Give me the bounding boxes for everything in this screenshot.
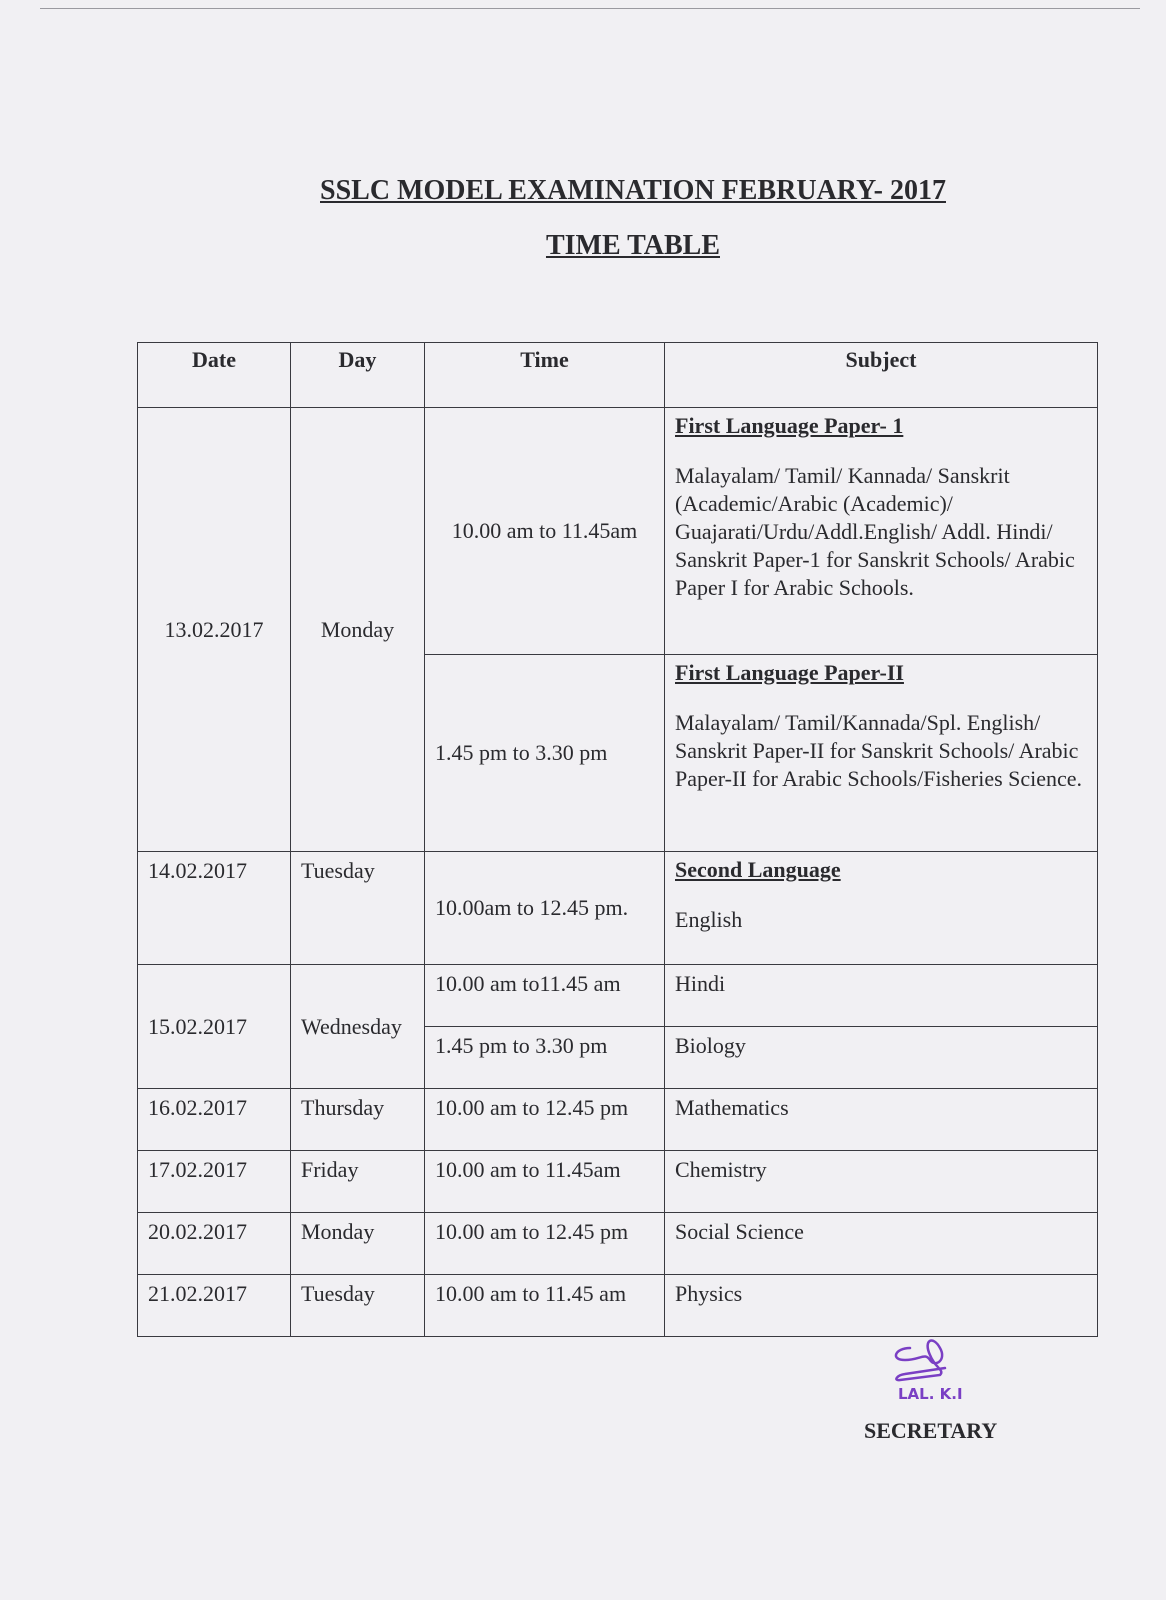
time-cell: 10.00am to 12.45 pm.	[425, 852, 665, 965]
time-cell: 10.00 am to 11.45 am	[425, 1275, 665, 1337]
subject-cell	[665, 852, 1098, 965]
subject-cell	[665, 408, 1098, 655]
subject-cell	[665, 655, 1098, 852]
day-cell: Thursday	[291, 1089, 425, 1151]
column-header-date: Date	[138, 343, 291, 408]
table-row	[138, 1151, 1098, 1213]
subject-cell: Social Science	[665, 1213, 1098, 1275]
subject-cell: Hindi	[665, 965, 1098, 1027]
date-cell: 14.02.2017	[138, 852, 291, 965]
date-cell: 20.02.2017	[138, 1213, 291, 1275]
subject-heading: First Language Paper- 1	[675, 413, 904, 438]
scan-edge-line	[40, 8, 1140, 9]
table-header-row	[138, 343, 1098, 408]
day-cell: Monday	[291, 408, 425, 852]
date-cell: 16.02.2017	[138, 1089, 291, 1151]
column-header-day: Day	[291, 343, 425, 408]
document-subtitle: TIME TABLE	[545, 230, 720, 261]
date-cell: 13.02.2017	[138, 408, 291, 852]
table-row	[138, 1213, 1098, 1275]
subject-text: Malayalam/ Tamil/ Kannada/ Sanskrit (Academic/Arabic (Academic)/ Guajarati/Urdu/Addl.English/ Addl. Hindi/ Sanskrit Paper-1 for Sanskrit Schools/ Arabic Paper I for Arabic Schools.	[675, 463, 1075, 600]
time-cell: 10.00 am to 11.45am	[425, 408, 665, 655]
subject-cell: Chemistry	[665, 1151, 1098, 1213]
subject-cell: Mathematics	[665, 1089, 1098, 1151]
timetable	[137, 342, 1098, 1337]
date-cell: 17.02.2017	[138, 1151, 291, 1213]
signature-name: LAL. K.I	[898, 1385, 963, 1403]
time-cell: 10.00 am to 12.45 pm	[425, 1089, 665, 1151]
signatory-designation: SECRETARY	[864, 1418, 998, 1443]
time-cell: 10.00 am to 11.45am	[425, 1151, 665, 1213]
table-row	[138, 1089, 1098, 1151]
subject-text: English	[675, 907, 743, 932]
document-title: SSLC MODEL EXAMINATION FEBRUARY- 2017	[320, 175, 946, 206]
table-row	[138, 965, 1098, 1027]
day-cell: Wednesday	[291, 965, 425, 1089]
table-row	[138, 852, 1098, 965]
table-row	[138, 408, 1098, 655]
time-cell: 10.00 am to 12.45 pm	[425, 1213, 665, 1275]
time-cell: 1.45 pm to 3.30 pm	[425, 1027, 665, 1089]
date-cell: 21.02.2017	[138, 1275, 291, 1337]
subject-cell: Biology	[665, 1027, 1098, 1089]
subject-heading: First Language Paper-II	[675, 660, 904, 685]
day-cell: Tuesday	[291, 852, 425, 965]
time-cell: 1.45 pm to 3.30 pm	[425, 655, 665, 852]
day-cell: Tuesday	[291, 1275, 425, 1337]
subject-text: Malayalam/ Tamil/Kannada/Spl. English/ Sanskrit Paper-II for Sanskrit Schools/ Arabic Paper-II for Arabic Schools/Fisheries Science.	[675, 710, 1083, 791]
signature-scribble	[885, 1330, 965, 1385]
column-header-time: Time	[425, 343, 665, 408]
column-header-subject: Subject	[665, 343, 1098, 408]
date-cell: 15.02.2017	[138, 965, 291, 1089]
day-cell: Monday	[291, 1213, 425, 1275]
table-row	[138, 1275, 1098, 1337]
time-cell: 10.00 am to11.45 am	[425, 965, 665, 1027]
day-cell: Friday	[291, 1151, 425, 1213]
subject-cell: Physics	[665, 1275, 1098, 1337]
subject-heading: Second Language	[675, 857, 841, 882]
